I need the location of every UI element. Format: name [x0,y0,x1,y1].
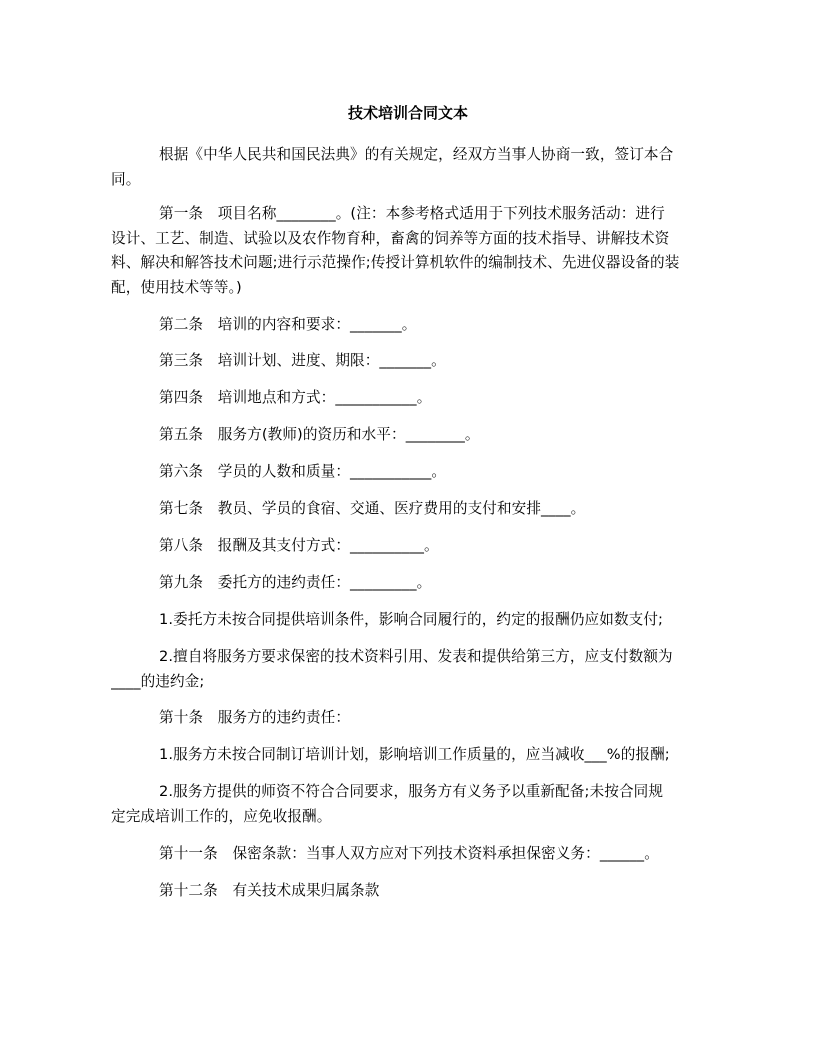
article-5-line: 第五条 服务方(教师)的资历和水平：________。 [159,426,480,443]
article-1-line-1: 第一条 项目名称________。(注：本参考格式适用于下列技术服务活动：进行 [159,205,665,222]
article-2 [111,313,721,338]
article-10-item-2-line-2: 定完成培训工作的，应免收报酬。 [111,807,332,825]
article-8 [111,534,721,559]
article-3-line: 第三条 培训计划、进度、期限：_______。 [159,352,446,369]
preamble-line-1: 根据《中华人民共和国民法典》的有关规定，经双方当事人协商一致，签订本合 [159,146,674,163]
article-1-paragraph [111,202,721,300]
article-9-item-1-line: 1.委托方未按合同提供培训条件，影响合同履行的，约定的报酬仍应如数支付; [159,611,664,628]
article-9-item-1 [111,608,721,633]
article-10-item-2-line-1: 2.服务方提供的师资不符合合同要求，服务方有义务予以重新配备;未按合同规 [159,783,664,800]
article-10-item-2 [111,780,721,829]
article-9-line: 第九条 委托方的违约责任：_________。 [159,574,432,591]
article-4-line: 第四条 培训地点和方式：___________。 [159,389,432,406]
article-12-line: 第十二条 有关技术成果归属条款 [159,882,380,899]
article-7 [111,497,721,522]
article-7-line: 第七条 教员、学员的食宿、交通、医疗费用的支付和安排____。 [159,500,586,517]
article-2-line: 第二条 培训的内容和要求：_______。 [159,316,417,333]
article-9-item-2-line-1: 2.擅自将服务方要求保密的技术资料引用、发表和提供给第三方，应支付数额为 [159,648,673,665]
article-6-line: 第六条 学员的人数和质量：___________。 [159,463,447,480]
article-6 [111,460,721,485]
article-10-line: 第十条 服务方的违约责任： [159,709,351,726]
document-title: 技术培训合同文本 [347,104,468,122]
article-4 [111,386,721,411]
article-5 [111,423,721,448]
preamble-paragraph [111,143,721,192]
article-3 [111,349,721,374]
article-1-line-2: 设计、工艺、制造、试验以及农作物育种，畜禽的饲养等方面的技术指导、讲解技术资 [111,229,670,247]
preamble-line-2: 同。 [111,170,141,188]
article-10-item-1 [111,743,721,768]
article-8-line: 第八条 报酬及其支付方式：__________。 [159,537,439,554]
article-9-item-2 [111,645,721,694]
article-11 [111,842,721,867]
article-9-item-2-line-2: ____的违约金; [111,672,205,690]
article-1-line-3: 料、解决和解答技术问题;进行示范操作;传授计算机软件的编制技术、先进仪器设备的装 [111,254,680,271]
article-10 [111,706,721,731]
article-12 [111,879,721,904]
article-1-line-4: 配，使用技术等等。) [111,278,242,296]
article-10-item-1-line: 1.服务方未按合同制订培训计划，影响培训工作质量的，应当减收___%的报酬; [159,746,670,763]
article-9 [111,571,721,596]
article-11-line: 第十一条 保密条款：当事人双方应对下列技术资料承担保密义务：______。 [159,845,659,862]
